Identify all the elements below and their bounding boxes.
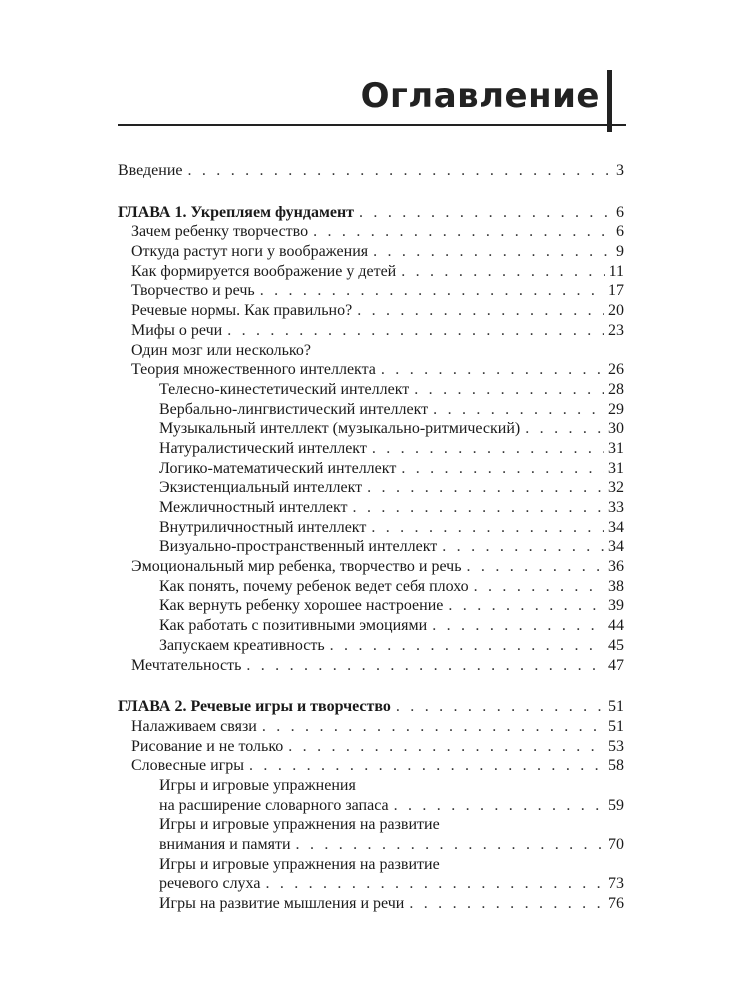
dot-leader xyxy=(414,380,604,400)
toc-entry-title: Введение xyxy=(118,162,183,179)
dot-leader xyxy=(357,301,604,321)
toc-entry-title: Логико-математический интеллект xyxy=(159,459,397,477)
toc-entry xyxy=(118,518,624,538)
toc-entry xyxy=(118,835,624,855)
toc-entry-page: 28 xyxy=(608,380,624,398)
toc-entry xyxy=(118,439,624,459)
dot-leader xyxy=(373,242,608,262)
dot-leader xyxy=(249,756,604,776)
dot-leader xyxy=(394,796,604,816)
toc-entry-page: 32 xyxy=(608,479,624,497)
dot-leader xyxy=(371,518,604,538)
toc-entry-page: 34 xyxy=(608,518,624,536)
dot-leader xyxy=(442,537,604,557)
toc-entry xyxy=(118,400,624,420)
toc-entry-title: Рисование и не только xyxy=(131,737,284,755)
toc-entry-page: 58 xyxy=(608,757,624,775)
toc-entry-page: 73 xyxy=(608,875,624,893)
toc-entry xyxy=(118,717,624,737)
table-of-contents xyxy=(118,161,624,914)
toc-entry xyxy=(118,537,624,557)
toc-entry-title: Один мозг или несколько? xyxy=(131,341,311,359)
toc-entry xyxy=(118,301,624,321)
toc-entry-title: Музыкальный интеллект (музыкально-ритмический) xyxy=(159,420,521,438)
dot-leader xyxy=(381,360,604,380)
toc-entry-title: Эмоциональный мир ребенка, творчество и речь xyxy=(131,558,462,576)
toc-chapter-entry xyxy=(118,203,624,223)
toc-entry xyxy=(118,459,624,479)
toc-entry-title: Как формируется воображение у детей xyxy=(131,262,397,280)
toc-entry xyxy=(118,855,624,875)
toc-entry-title: на расширение словарного запаса xyxy=(159,796,389,814)
toc-entry-page: 53 xyxy=(608,737,624,755)
toc-entry-title: Межличностный интеллект xyxy=(159,499,348,516)
toc-entry-title: Словесные игры xyxy=(131,757,245,775)
toc-entry-title: Визуально-пространственный интеллект xyxy=(159,538,438,556)
toc-entry xyxy=(118,321,624,341)
toc-entry-title: Внутриличностный интеллект xyxy=(159,518,367,536)
toc-entry-page: 11 xyxy=(608,262,624,280)
toc-entry-page: 6 xyxy=(616,203,624,221)
dot-leader xyxy=(313,222,608,242)
toc-entry-page: 6 xyxy=(616,223,624,241)
toc-entry xyxy=(118,161,624,181)
toc-entry-title: Экзистенциальный интеллект xyxy=(159,479,363,497)
toc-entry xyxy=(118,478,624,498)
section-spacer xyxy=(118,181,624,203)
toc-entry xyxy=(118,616,624,636)
dot-leader xyxy=(330,636,604,656)
toc-entry-title: Запускаем креативность xyxy=(159,636,325,654)
dot-leader xyxy=(367,478,604,498)
dot-leader xyxy=(260,281,604,301)
toc-entry-title: Зачем ребенку творчество xyxy=(131,223,309,241)
dot-leader xyxy=(188,161,609,181)
dot-leader xyxy=(265,874,604,894)
dot-leader xyxy=(401,262,604,282)
toc-entry-title: Творчество и речь xyxy=(131,282,255,300)
toc-entry xyxy=(118,874,624,894)
toc-entry-title: ГЛАВА 1. Укрепляем фундамент xyxy=(118,203,355,221)
dot-leader xyxy=(288,737,604,757)
toc-entry xyxy=(118,262,624,282)
toc-entry xyxy=(118,776,624,796)
toc-entry-title: Телесно-кинестетический интеллект xyxy=(159,380,410,398)
dot-leader xyxy=(296,835,604,855)
toc-entry-page: 39 xyxy=(608,597,624,615)
toc-entry xyxy=(118,380,624,400)
toc-entry-page: 17 xyxy=(608,282,624,300)
toc-entry-page: 34 xyxy=(608,538,624,556)
toc-entry-title: Мифы о речи xyxy=(131,321,223,339)
toc-entry-page: 29 xyxy=(608,400,624,418)
dot-leader xyxy=(432,616,604,636)
toc-entry xyxy=(118,756,624,776)
title-vertical-bar xyxy=(607,70,612,132)
toc-entry xyxy=(118,419,624,439)
toc-entry xyxy=(118,242,624,262)
dot-leader xyxy=(433,400,604,420)
toc-entry-page: 36 xyxy=(608,558,624,576)
toc-entry-page: 3 xyxy=(616,162,624,179)
toc-entry-title: Как работать с позитивными эмоциями xyxy=(159,617,428,635)
dot-leader xyxy=(525,419,604,439)
toc-entry xyxy=(118,656,624,676)
toc-entry-title: Как понять, почему ребенок ведет себя плохо xyxy=(159,577,469,595)
toc-entry xyxy=(118,222,624,242)
dot-leader xyxy=(359,203,608,223)
toc-entry-title: Речевые нормы. Как правильно? xyxy=(131,302,353,320)
dot-leader xyxy=(467,557,604,577)
toc-entry-page: 70 xyxy=(608,836,624,853)
toc-entry-title: Как вернуть ребенку хорошее настроение xyxy=(159,597,444,615)
toc-entry xyxy=(118,281,624,301)
page-title: Оглавление xyxy=(360,76,600,116)
toc-entry-page: 26 xyxy=(608,361,624,379)
toc-entry-title: внимания и памяти xyxy=(159,836,291,853)
toc-entry-page: 47 xyxy=(608,656,624,674)
toc-entry-page: 30 xyxy=(608,420,624,438)
toc-entry-title: Натуралистический интеллект xyxy=(159,439,367,457)
toc-entry-page: 9 xyxy=(616,243,624,261)
toc-entry-page: 31 xyxy=(608,459,624,477)
toc-entry-page: 31 xyxy=(608,439,624,457)
dot-leader xyxy=(401,459,604,479)
toc-entry xyxy=(118,636,624,656)
toc-chapter-entry xyxy=(118,697,624,717)
dot-leader xyxy=(372,439,604,459)
toc-entry xyxy=(118,360,624,380)
section-spacer xyxy=(118,675,624,697)
title-rule xyxy=(118,124,626,126)
dot-leader xyxy=(227,321,604,341)
toc-entry-title: Вербально-лингвистический интеллект xyxy=(159,400,429,418)
toc-entry xyxy=(118,498,624,518)
toc-entry-title: Откуда растут ноги у воображения xyxy=(131,243,369,261)
toc-entry-page: 33 xyxy=(608,499,624,516)
toc-entry-page: 38 xyxy=(608,577,624,595)
toc-entry-title: Игры и игровые упражнения на развитие xyxy=(159,816,440,834)
toc-entry xyxy=(118,796,624,816)
dot-leader xyxy=(396,697,604,717)
toc-entry xyxy=(118,557,624,577)
toc-entry xyxy=(118,815,624,835)
toc-entry xyxy=(118,577,624,597)
toc-entry-title: Налаживаем связи xyxy=(131,717,257,735)
toc-entry-title: Игры на развитие мышления и речи xyxy=(159,895,405,913)
dot-leader xyxy=(262,717,604,737)
toc-entry-title: Игры и игровые упражнения xyxy=(159,776,356,794)
toc-entry xyxy=(118,596,624,616)
toc-entry-page: 76 xyxy=(608,895,624,913)
toc-entry-page: 59 xyxy=(608,796,624,814)
toc-entry-page: 23 xyxy=(608,321,624,339)
toc-entry xyxy=(118,737,624,757)
toc-entry xyxy=(118,894,624,914)
toc-entry-title: Игры и игровые упражнения на развитие xyxy=(159,855,440,873)
toc-entry xyxy=(118,341,624,361)
dot-leader xyxy=(448,596,604,616)
toc-entry-page: 51 xyxy=(608,717,624,735)
toc-entry-title: речевого слуха xyxy=(159,875,261,893)
toc-entry-page: 45 xyxy=(608,636,624,654)
toc-entry-page: 20 xyxy=(608,302,624,320)
toc-entry-title: Теория множественного интеллекта xyxy=(131,361,376,379)
dot-leader xyxy=(246,656,604,676)
toc-entry-page: 51 xyxy=(608,698,624,716)
toc-entry-title: ГЛАВА 2. Речевые игры и творчество xyxy=(118,698,391,716)
toc-entry-title: Мечтательность xyxy=(131,656,242,674)
toc-entry-page: 44 xyxy=(608,617,624,635)
dot-leader xyxy=(474,577,604,597)
dot-leader xyxy=(409,894,604,914)
dot-leader xyxy=(353,498,604,518)
